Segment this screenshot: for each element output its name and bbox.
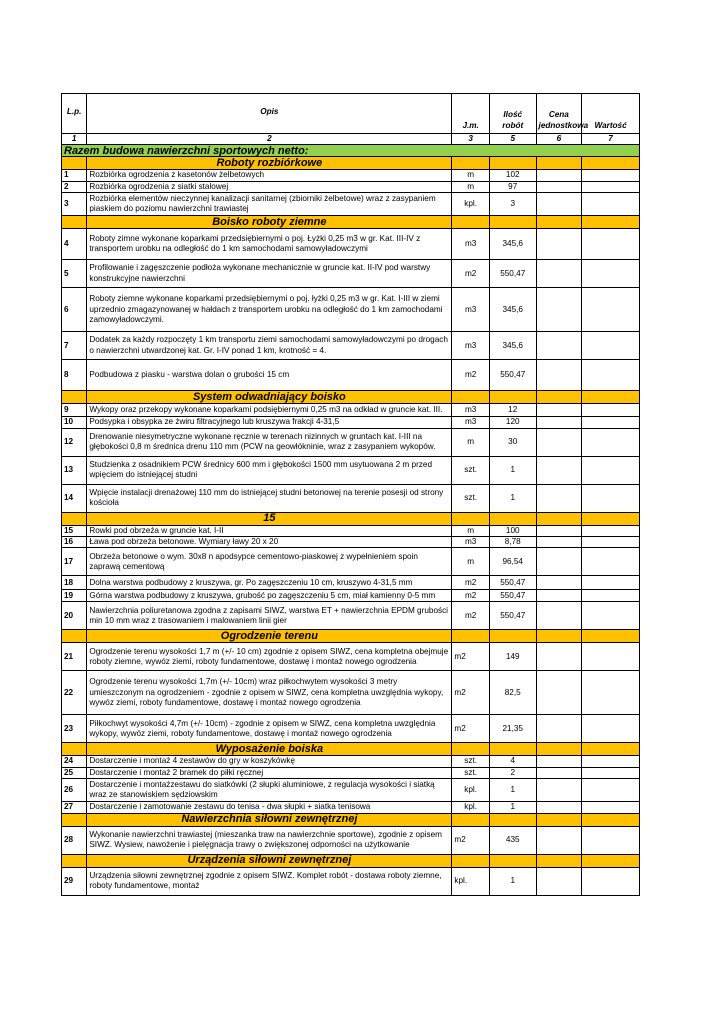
unit-cell: m2 bbox=[452, 715, 490, 743]
unit-cell bbox=[452, 216, 490, 229]
unit-cell: szt. bbox=[452, 484, 490, 512]
table-row bbox=[62, 288, 640, 332]
unit-cell: kpl. bbox=[452, 193, 490, 216]
value-cell bbox=[582, 525, 640, 536]
description-cell: Wpięcie instalacji drenażowej 110 mm do istniejącej studni betonowej na terenie posesji od strony kościoła bbox=[87, 484, 452, 512]
description-cell: Wykopy oraz przekopy wykonane koparkami podsiębiernymi 0,25 m3 na odkład w gruncie kat. III. bbox=[87, 404, 452, 417]
lp-cell: 1 bbox=[62, 170, 87, 181]
quantity-cell: 30 bbox=[489, 428, 536, 456]
quantity-cell: 82,5 bbox=[489, 671, 536, 715]
unit-price-cell bbox=[536, 767, 582, 778]
quantity-cell: 1 bbox=[489, 802, 536, 813]
description-cell: Profilowanie i zagęszczenie podłoża wykonane mechanicznie w gruncie kat. II-IV pod warstwy konstrukcyjne nawierzchni bbox=[87, 260, 452, 288]
description-cell: Ława pod obrzeża betonowe. Wymiary ławy 20 x 20 bbox=[87, 537, 452, 548]
quantity-cell: 550,47 bbox=[489, 576, 536, 590]
description-cell: Rozbiórka ogrodzenia z kasetonów żelbetowych bbox=[87, 170, 452, 181]
unit-cell bbox=[452, 854, 490, 867]
unit-cell: m3 bbox=[452, 404, 490, 417]
unit-price-cell bbox=[536, 813, 582, 826]
unit-price-cell bbox=[536, 170, 582, 181]
lp-cell: 22 bbox=[62, 671, 87, 715]
unit-price-cell bbox=[536, 157, 582, 170]
grand-total-title: Razem budowa nawierzchni sportowych netto: bbox=[62, 145, 640, 157]
value-cell bbox=[582, 643, 640, 671]
unit-cell: m2 bbox=[452, 602, 490, 630]
unit-price-cell bbox=[536, 332, 582, 360]
value-cell bbox=[582, 332, 640, 360]
lp-cell: 23 bbox=[62, 715, 87, 743]
description-cell: Drenowanie niesymetryczne wykonane ręcznie w terenach nizinnych w gruntach kat. I-III na głębokości 0,8 m średnica drenu 110 mm (PCW na geowłókninie, wraz z zasypaniem wykopów. bbox=[87, 428, 452, 456]
unit-cell: kpl. bbox=[452, 779, 490, 802]
unit-price-cell bbox=[536, 802, 582, 813]
lp-cell: 8 bbox=[62, 360, 87, 391]
value-cell bbox=[582, 391, 640, 404]
unit-price-cell bbox=[536, 643, 582, 671]
value-cell bbox=[582, 417, 640, 428]
unit-price-cell bbox=[536, 229, 582, 260]
quantity-cell bbox=[489, 854, 536, 867]
lp-cell: 12 bbox=[62, 428, 87, 456]
lp-cell: 7 bbox=[62, 332, 87, 360]
description-cell: Dostarczenie i montaż 2 bramek do piłki ręcznej bbox=[87, 767, 452, 778]
quantity-cell bbox=[489, 813, 536, 826]
table-row bbox=[62, 417, 640, 428]
unit-cell: m2 bbox=[452, 260, 490, 288]
unit-price-cell bbox=[536, 826, 582, 854]
unit-price-cell bbox=[536, 854, 582, 867]
table-row bbox=[62, 360, 640, 391]
column-number-row bbox=[62, 134, 640, 145]
description-cell: Studzienka z osadnikiem PCW średnicy 600 mm i głębokości 1500 mm usytuowana 2 m przed wpięciem do istniejącej studni bbox=[87, 456, 452, 484]
column-number: 5 bbox=[489, 134, 536, 145]
quantity-cell: 345,6 bbox=[489, 229, 536, 260]
value-cell bbox=[582, 170, 640, 181]
value-cell bbox=[582, 743, 640, 756]
unit-cell: m bbox=[452, 428, 490, 456]
lp-cell bbox=[62, 512, 87, 525]
value-cell bbox=[582, 181, 640, 192]
column-number: 1 bbox=[62, 134, 87, 145]
quantity-cell: 102 bbox=[489, 170, 536, 181]
section-title: 15 bbox=[87, 512, 452, 525]
table-row bbox=[62, 428, 640, 456]
unit-cell: m2 bbox=[452, 576, 490, 590]
unit-cell bbox=[452, 630, 490, 643]
description-cell: Rowki pod obrzeża w gruncie kat. I-II bbox=[87, 525, 452, 536]
unit-cell: m3 bbox=[452, 537, 490, 548]
table-row bbox=[62, 229, 640, 260]
quantity-cell bbox=[489, 391, 536, 404]
quantity-cell bbox=[489, 157, 536, 170]
lp-cell: 5 bbox=[62, 260, 87, 288]
section-title: Roboty rozbiórkowe bbox=[87, 157, 452, 170]
section-header-row bbox=[62, 854, 640, 867]
section-header-row bbox=[62, 391, 640, 404]
quantity-cell: 2 bbox=[489, 767, 536, 778]
quantity-cell bbox=[489, 630, 536, 643]
grand-total-row bbox=[62, 145, 640, 157]
unit-price-cell bbox=[536, 590, 582, 602]
lp-cell: 20 bbox=[62, 602, 87, 630]
value-cell bbox=[582, 854, 640, 867]
unit-price-cell bbox=[536, 404, 582, 417]
lp-cell bbox=[62, 157, 87, 170]
unit-cell: m bbox=[452, 525, 490, 536]
value-cell bbox=[582, 867, 640, 895]
header-opis: Opis bbox=[87, 94, 452, 134]
lp-cell: 16 bbox=[62, 537, 87, 548]
quantity-cell: 435 bbox=[489, 826, 536, 854]
table-row bbox=[62, 802, 640, 813]
section-header-row bbox=[62, 512, 640, 525]
section-title: Boisko roboty ziemne bbox=[87, 216, 452, 229]
cost-estimate-table bbox=[61, 93, 640, 896]
lp-cell: 6 bbox=[62, 288, 87, 332]
table-row bbox=[62, 867, 640, 895]
unit-price-cell bbox=[536, 715, 582, 743]
lp-cell: 25 bbox=[62, 767, 87, 778]
section-title: System odwadniający boisko bbox=[87, 391, 452, 404]
lp-cell: 3 bbox=[62, 193, 87, 216]
value-cell bbox=[582, 537, 640, 548]
quantity-cell: 1 bbox=[489, 867, 536, 895]
quantity-cell: 345,6 bbox=[489, 332, 536, 360]
table-body bbox=[62, 94, 640, 896]
table-row bbox=[62, 548, 640, 576]
header-row bbox=[62, 94, 640, 134]
table-row bbox=[62, 643, 640, 671]
unit-cell: m2 bbox=[452, 590, 490, 602]
description-cell: Urządzenia siłowni zewnętrznej zgodnie z opisem SIWZ. Komplet robót - dostawa roboty ziemne, roboty fundamentowe, montaż bbox=[87, 867, 452, 895]
description-cell: Ogrodzenie terenu wysokości 1,7m (+/- 10cm) wraz piłkochwytem wysokości 3 metry umieszczonym na ogrodzeniem - zgodnie z opisem w SIWZ, cena kompletna uwzględnia wykopy, wywóz ziemi, roboty fundamentowe, dostawę i montaż nowego ogrodzenia bbox=[87, 671, 452, 715]
value-cell bbox=[582, 715, 640, 743]
value-cell bbox=[582, 630, 640, 643]
unit-price-cell bbox=[536, 537, 582, 548]
unit-cell: m bbox=[452, 170, 490, 181]
value-cell bbox=[582, 288, 640, 332]
quantity-cell: 149 bbox=[489, 643, 536, 671]
lp-cell: 13 bbox=[62, 456, 87, 484]
unit-price-cell bbox=[536, 743, 582, 756]
unit-price-cell bbox=[536, 181, 582, 192]
header-cena: Cena jednostkowa bbox=[536, 94, 582, 134]
value-cell bbox=[582, 671, 640, 715]
table-row bbox=[62, 537, 640, 548]
section-header-row bbox=[62, 157, 640, 170]
unit-cell bbox=[452, 512, 490, 525]
unit-price-cell bbox=[536, 216, 582, 229]
description-cell: Nawierzchnia poliuretanowa zgodna z zapisami SIWZ, warstwa ET + nawierzchnia EPDM grubości min 10 mm wraz z trasowaniem i malowaniem linii gier bbox=[87, 602, 452, 630]
section-title: Ogrodzenie terenu bbox=[87, 630, 452, 643]
description-cell: Dostarczenie i montaż 4 zestawów do gry w koszykówkę bbox=[87, 756, 452, 767]
lp-cell bbox=[62, 630, 87, 643]
lp-cell: 28 bbox=[62, 826, 87, 854]
table-row bbox=[62, 671, 640, 715]
table-row bbox=[62, 332, 640, 360]
table-row bbox=[62, 170, 640, 181]
section-header-row bbox=[62, 630, 640, 643]
quantity-cell: 4 bbox=[489, 756, 536, 767]
value-cell bbox=[582, 813, 640, 826]
unit-price-cell bbox=[536, 512, 582, 525]
unit-cell bbox=[452, 813, 490, 826]
section-header-row bbox=[62, 743, 640, 756]
unit-cell: szt. bbox=[452, 756, 490, 767]
value-cell bbox=[582, 193, 640, 216]
quantity-cell: 3 bbox=[489, 193, 536, 216]
unit-cell: m3 bbox=[452, 229, 490, 260]
unit-price-cell bbox=[536, 576, 582, 590]
lp-cell bbox=[62, 854, 87, 867]
header-jm: J.m. bbox=[452, 94, 490, 134]
lp-cell: 19 bbox=[62, 590, 87, 602]
table-row bbox=[62, 260, 640, 288]
quantity-cell: 550,47 bbox=[489, 590, 536, 602]
description-cell: Rozbiórka elementów nieczynnej kanalizacji sanitarnej (zbiorniki żelbetowe) wraz z zasypaniem piaskiem do poziomu nawierzchni trawiastej bbox=[87, 193, 452, 216]
value-cell bbox=[582, 456, 640, 484]
quantity-cell bbox=[489, 743, 536, 756]
lp-cell: 9 bbox=[62, 404, 87, 417]
table-row bbox=[62, 456, 640, 484]
value-cell bbox=[582, 428, 640, 456]
quantity-cell: 345,6 bbox=[489, 288, 536, 332]
column-number: 3 bbox=[452, 134, 490, 145]
unit-price-cell bbox=[536, 779, 582, 802]
value-cell bbox=[582, 590, 640, 602]
unit-cell: m3 bbox=[452, 332, 490, 360]
table-row bbox=[62, 193, 640, 216]
value-cell bbox=[582, 216, 640, 229]
description-cell: Ogrodzenie terenu wysokości 1,7 m (+/- 10 cm) zgodnie z opisem SIWZ, cena kompletna obejmuje roboty ziemne, wywóz ziemi, roboty fundamentowe, dostawę i montaż nowego ogrodzenia bbox=[87, 643, 452, 671]
lp-cell: 29 bbox=[62, 867, 87, 895]
unit-price-cell bbox=[536, 288, 582, 332]
description-cell: Dostarczenie i zamotowanie zestawu do tenisa - dwa słupki + siatka tenisowa bbox=[87, 802, 452, 813]
value-cell bbox=[582, 360, 640, 391]
table-row bbox=[62, 602, 640, 630]
lp-cell: 10 bbox=[62, 417, 87, 428]
lp-cell: 4 bbox=[62, 229, 87, 260]
unit-price-cell bbox=[536, 360, 582, 391]
table-row bbox=[62, 590, 640, 602]
description-cell: Obrzeża betonowe o wym. 30x8 n apodsypce cementowo-piaskowej z wypełnieniem spoin zaprawą cementową bbox=[87, 548, 452, 576]
value-cell bbox=[582, 260, 640, 288]
section-title: Wyposażenie boiska bbox=[87, 743, 452, 756]
column-number: 2 bbox=[87, 134, 452, 145]
unit-cell bbox=[452, 391, 490, 404]
value-cell bbox=[582, 404, 640, 417]
lp-cell: 24 bbox=[62, 756, 87, 767]
quantity-cell: 1 bbox=[489, 456, 536, 484]
lp-cell: 27 bbox=[62, 802, 87, 813]
lp-cell: 15 bbox=[62, 525, 87, 536]
unit-cell: m bbox=[452, 181, 490, 192]
unit-price-cell bbox=[536, 193, 582, 216]
table-row bbox=[62, 576, 640, 590]
unit-price-cell bbox=[536, 391, 582, 404]
column-number: 6 bbox=[536, 134, 582, 145]
value-cell bbox=[582, 548, 640, 576]
value-cell bbox=[582, 826, 640, 854]
unit-cell: szt. bbox=[452, 767, 490, 778]
value-cell bbox=[582, 802, 640, 813]
value-cell bbox=[582, 756, 640, 767]
table-row bbox=[62, 404, 640, 417]
table-row bbox=[62, 484, 640, 512]
unit-price-cell bbox=[536, 548, 582, 576]
lp-cell bbox=[62, 391, 87, 404]
section-title: Nawierzchnia siłowni zewnętrznej bbox=[87, 813, 452, 826]
table-row bbox=[62, 779, 640, 802]
header-lp: L.p. bbox=[62, 94, 87, 134]
quantity-cell: 12 bbox=[489, 404, 536, 417]
quantity-cell: 21,35 bbox=[489, 715, 536, 743]
unit-price-cell bbox=[536, 756, 582, 767]
value-cell bbox=[582, 779, 640, 802]
quantity-cell: 1 bbox=[489, 779, 536, 802]
value-cell bbox=[582, 767, 640, 778]
lp-cell bbox=[62, 216, 87, 229]
unit-cell: m2 bbox=[452, 360, 490, 391]
unit-price-cell bbox=[536, 630, 582, 643]
unit-cell: m2 bbox=[452, 826, 490, 854]
description-cell: Górna warstwa podbudowy z kruszywa, grubość po zagęszczeniu 5 cm, miał kamienny 0-5 mm bbox=[87, 590, 452, 602]
unit-price-cell bbox=[536, 428, 582, 456]
unit-price-cell bbox=[536, 867, 582, 895]
value-cell bbox=[582, 576, 640, 590]
unit-price-cell bbox=[536, 417, 582, 428]
value-cell bbox=[582, 602, 640, 630]
value-cell bbox=[582, 512, 640, 525]
unit-price-cell bbox=[536, 260, 582, 288]
header-ilosc: Ilość robót bbox=[489, 94, 536, 134]
unit-price-cell bbox=[536, 525, 582, 536]
value-cell bbox=[582, 157, 640, 170]
lp-cell: 18 bbox=[62, 576, 87, 590]
unit-cell: m3 bbox=[452, 288, 490, 332]
lp-cell: 21 bbox=[62, 643, 87, 671]
quantity-cell: 550,47 bbox=[489, 360, 536, 391]
table-row bbox=[62, 826, 640, 854]
unit-price-cell bbox=[536, 602, 582, 630]
quantity-cell: 1 bbox=[489, 484, 536, 512]
lp-cell: 2 bbox=[62, 181, 87, 192]
lp-cell: 26 bbox=[62, 779, 87, 802]
table-row bbox=[62, 525, 640, 536]
unit-cell: kpl. bbox=[452, 867, 490, 895]
lp-cell: 14 bbox=[62, 484, 87, 512]
unit-cell bbox=[452, 157, 490, 170]
description-cell: Podsypka i obsypka ze żwiru filtracyjnego lub kruszywa frakcji 4-31,5 bbox=[87, 417, 452, 428]
table-row bbox=[62, 715, 640, 743]
lp-cell bbox=[62, 813, 87, 826]
description-cell: Dodatek za każdy rozpoczęty 1 km transportu ziemi samochodami samowyładowczymi po drogach o nawierzchni utwardzonej kat. Gr. I-IV ponad 1 km, krotność = 4. bbox=[87, 332, 452, 360]
lp-cell bbox=[62, 743, 87, 756]
quantity-cell: 96,54 bbox=[489, 548, 536, 576]
table-row bbox=[62, 767, 640, 778]
quantity-cell: 550,47 bbox=[489, 602, 536, 630]
unit-cell bbox=[452, 743, 490, 756]
description-cell: Rozbiórka ogrodzenia z siatki stalowej bbox=[87, 181, 452, 192]
quantity-cell: 100 bbox=[489, 525, 536, 536]
unit-cell: m3 bbox=[452, 417, 490, 428]
unit-price-cell bbox=[536, 456, 582, 484]
section-header-row bbox=[62, 813, 640, 826]
unit-cell: m2 bbox=[452, 671, 490, 715]
description-cell: Piłkochwyt wysokości 4,7m (+/- 10cm) - zgodnie z opisem w SIWZ, cena kompletna uwzględnia wykopy, wywóz ziemi, roboty fundamentowe, dostawę i montaż nowego ogrodzenia bbox=[87, 715, 452, 743]
description-cell: Roboty ziemne wykonane koparkami przedsiębiernymi o poj. łyżki 0,25 m3 w gr. Kat. I-III w ziemi uprzednio zmagazynowanej w hałdach z transportem urobku na odległość do 1 km zamochodami zamowyładowczymi. bbox=[87, 288, 452, 332]
quantity-cell: 97 bbox=[489, 181, 536, 192]
description-cell: Podbudowa z piasku - warstwa dolan o grubości 15 cm bbox=[87, 360, 452, 391]
unit-price-cell bbox=[536, 484, 582, 512]
value-cell bbox=[582, 229, 640, 260]
description-cell: Roboty zimne wykonane koparkami przedsiębiernymi o poj. Łyżki 0,25 m3 w gr. Kat. III-IV z transportem urobku na odległość do 1 km samochodami samowyładowczymi bbox=[87, 229, 452, 260]
section-header-row bbox=[62, 216, 640, 229]
quantity-cell: 550,47 bbox=[489, 260, 536, 288]
quantity-cell bbox=[489, 512, 536, 525]
unit-cell: m bbox=[452, 548, 490, 576]
table-row bbox=[62, 181, 640, 192]
section-title: Urządzenia siłowni zewnętrznej bbox=[87, 854, 452, 867]
table-row bbox=[62, 756, 640, 767]
unit-cell: m2 bbox=[452, 643, 490, 671]
description-cell: Dostarczenie i montażzestawu do siatkówki (2 słupki aluminiowe, z regulacja wysokości i siatką wraz ze stanowiskiem sędziowskim bbox=[87, 779, 452, 802]
description-cell: Dolna warstwa podbudowy z kruszywa, gr. Po zagęszczeniu 10 cm, kruszywo 4-31,5 mm bbox=[87, 576, 452, 590]
value-cell bbox=[582, 484, 640, 512]
lp-cell: 17 bbox=[62, 548, 87, 576]
quantity-cell: 8,78 bbox=[489, 537, 536, 548]
unit-cell: szt. bbox=[452, 456, 490, 484]
unit-cell: kpl. bbox=[452, 802, 490, 813]
description-cell: Wykonanie nawierzchni trawiastej (mieszanka traw na nawierzchnie sportowe), zgodnie z opisem SIWZ. Wysiew, nawożenie i pielęgnacja trawy o zwiększonej odporności na użytkowanie bbox=[87, 826, 452, 854]
quantity-cell bbox=[489, 216, 536, 229]
quantity-cell: 120 bbox=[489, 417, 536, 428]
header-wartosc: Wartość bbox=[582, 94, 640, 134]
column-number: 7 bbox=[582, 134, 640, 145]
unit-price-cell bbox=[536, 671, 582, 715]
